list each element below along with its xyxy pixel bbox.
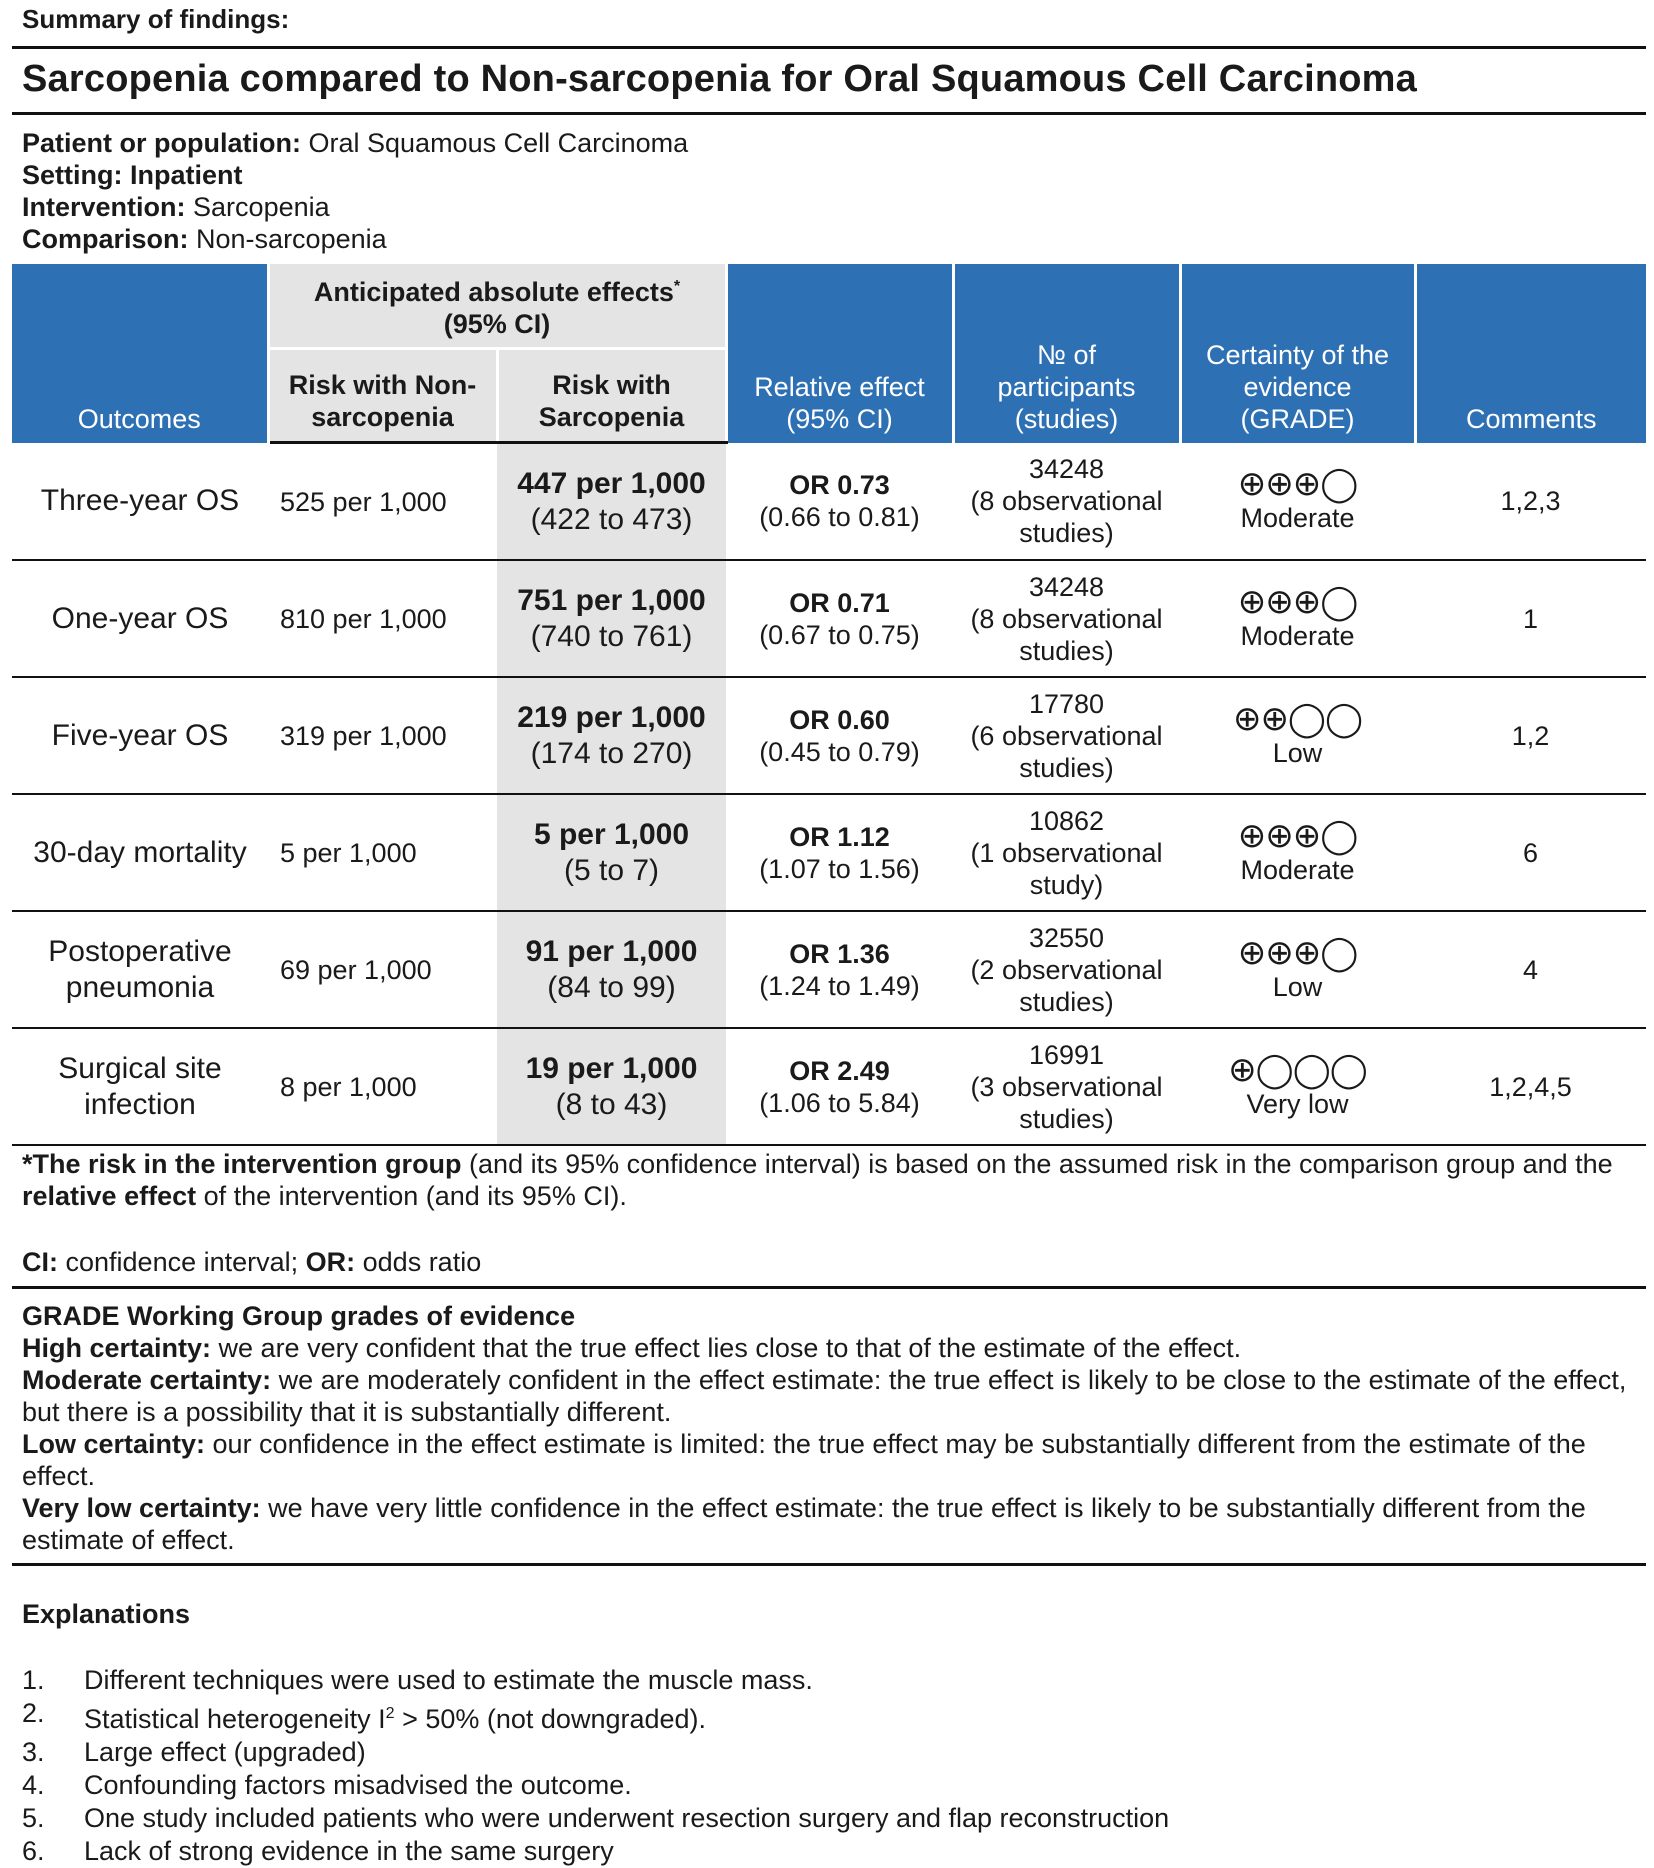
grade-heading: GRADE Working Group grades of evidence xyxy=(22,1301,576,1331)
meta-comparison xyxy=(22,223,387,255)
risk-control-cell: 319 per 1,000 xyxy=(268,677,497,794)
rule-title xyxy=(12,112,1646,115)
footnote-risk: *The risk in the intervention group (and its 95% confidence interval) is based on the assumed risk in the comparison group and the relative effect of the intervention (and its 95% CI). xyxy=(22,1149,1613,1211)
risk-intervention-cell: 447 per 1,000 (422 to 473) xyxy=(497,443,726,561)
table-row xyxy=(12,911,1646,1028)
risk-intervention-cell: 219 per 1,000 (174 to 270) xyxy=(497,677,726,794)
grade-low: Low certainty: our confidence in the effect estimate is limited: the true effect may be substantially different from the estimate of the effect. xyxy=(22,1429,1586,1491)
certainty-symbols-icon: ⊕⊕⊕◯ xyxy=(1237,934,1358,972)
header-risk-control: Risk with Non- sarcopenia xyxy=(268,349,497,443)
relative-effect-cell: OR 1.36 (1.24 to 1.49) xyxy=(726,911,953,1028)
outcome-cell: Five-year OS xyxy=(12,677,268,794)
header-comments: Comments xyxy=(1415,264,1646,443)
risk-control-cell: 5 per 1,000 xyxy=(268,794,497,911)
risk-control-cell: 810 per 1,000 xyxy=(268,560,497,677)
footnote-abbreviations: CI: confidence interval; OR: odds ratio xyxy=(22,1247,482,1277)
header-risk-intervention: Risk with Sarcopenia xyxy=(497,349,726,443)
risk-intervention-cell: 5 per 1,000 (5 to 7) xyxy=(497,794,726,911)
certainty-symbols-icon: ⊕⊕⊕◯ xyxy=(1237,817,1358,855)
meta-comparison-label: Comparison: xyxy=(22,224,189,254)
header-anticipated: Anticipated absolute effects* (95% CI) xyxy=(268,264,726,349)
explanations-list xyxy=(22,1664,1169,1868)
participants-cell: 34248 (8 observational studies) xyxy=(953,443,1180,561)
comments-cell: 6 xyxy=(1415,794,1646,911)
comments-cell: 1,2,3 xyxy=(1415,443,1646,561)
header-outcomes: Outcomes xyxy=(12,264,268,443)
outcome-cell: One-year OS xyxy=(12,560,268,677)
meta-population-label: Patient or population: xyxy=(22,128,301,158)
relative-effect-cell: OR 2.49 (1.06 to 5.84) xyxy=(726,1028,953,1145)
header-relative-effect: Relative effect (95% CI) xyxy=(726,264,953,443)
meta-population xyxy=(22,127,688,159)
comments-cell: 1 xyxy=(1415,560,1646,677)
table-row xyxy=(12,560,1646,677)
outcome-cell: Postoperative pneumonia xyxy=(12,911,268,1028)
certainty-cell: ⊕⊕◯◯ Low xyxy=(1180,677,1415,794)
meta-population-value: Oral Squamous Cell Carcinoma xyxy=(308,128,689,158)
risk-intervention-cell: 91 per 1,000 (84 to 99) xyxy=(497,911,726,1028)
certainty-cell: ⊕◯◯◯ Very low xyxy=(1180,1028,1415,1145)
risk-intervention-cell: 751 per 1,000 (740 to 761) xyxy=(497,560,726,677)
meta-intervention xyxy=(22,191,330,223)
meta-setting xyxy=(22,159,243,191)
header-participants: № of participants (studies) xyxy=(953,264,1180,443)
certainty-symbols-icon: ⊕⊕⊕◯ xyxy=(1237,583,1358,621)
comments-cell: 1,2 xyxy=(1415,677,1646,794)
list-item: 1. Different techniques were used to estimate the muscle mass. xyxy=(22,1665,813,1695)
relative-effect-cell: OR 0.60 (0.45 to 0.79) xyxy=(726,677,953,794)
relative-effect-cell: OR 0.73 (0.66 to 0.81) xyxy=(726,443,953,561)
list-item: 3. Large effect (upgraded) xyxy=(22,1737,366,1767)
participants-cell: 16991 (3 observational studies) xyxy=(953,1028,1180,1145)
page-title: Sarcopenia compared to Non-sarcopenia for Oral Squamous Cell Carcinoma xyxy=(22,58,1418,100)
participants-cell: 34248 (8 observational studies) xyxy=(953,560,1180,677)
relative-effect-cell: OR 0.71 (0.67 to 0.75) xyxy=(726,560,953,677)
participants-cell: 10862 (1 observational study) xyxy=(953,794,1180,911)
certainty-cell: ⊕⊕⊕◯ Moderate xyxy=(1180,443,1415,561)
list-item: 5. One study included patients who were underwent resection surgery and flap reconstruction xyxy=(22,1803,1170,1833)
grade-section xyxy=(22,1300,1632,1556)
summary-table xyxy=(12,264,1646,1146)
comments-cell: 1,2,4,5 xyxy=(1415,1028,1646,1145)
relative-effect-cell: OR 1.12 (1.07 to 1.56) xyxy=(726,794,953,911)
rule-top xyxy=(12,46,1646,49)
outcome-cell: Three-year OS xyxy=(12,443,268,561)
certainty-symbols-icon: ⊕◯◯◯ xyxy=(1228,1051,1367,1089)
certainty-cell: ⊕⊕⊕◯ Low xyxy=(1180,911,1415,1028)
rule-grade xyxy=(12,1286,1646,1289)
summary-heading: Summary of findings: xyxy=(22,4,290,34)
table-row xyxy=(12,794,1646,911)
comments-cell: 4 xyxy=(1415,911,1646,1028)
list-item: 4. Confounding factors misadvised the outcome. xyxy=(22,1770,632,1800)
risk-control-cell: 525 per 1,000 xyxy=(268,443,497,561)
meta-intervention-value: Sarcopenia xyxy=(193,192,330,222)
explanations-heading: Explanations xyxy=(22,1599,191,1629)
table-row xyxy=(12,677,1646,794)
participants-cell: 32550 (2 observational studies) xyxy=(953,911,1180,1028)
grade-verylow: Very low certainty: we have very little confidence in the effect estimate: the true effect is likely to be substantially different from the estimate of effect. xyxy=(22,1493,1586,1555)
outcome-cell: Surgical site infection xyxy=(12,1028,268,1145)
outcome-cell: 30-day mortality xyxy=(12,794,268,911)
meta-setting-label: Setting: xyxy=(22,160,123,190)
risk-control-cell: 8 per 1,000 xyxy=(268,1028,497,1145)
header-asterisk: * xyxy=(673,278,681,295)
certainty-cell: ⊕⊕⊕◯ Moderate xyxy=(1180,560,1415,677)
risk-intervention-cell: 19 per 1,000 (8 to 43) xyxy=(497,1028,726,1145)
rule-explanations xyxy=(12,1563,1646,1566)
grade-moderate: Moderate certainty: we are moderately confident in the effect estimate: the true effect is likely to be close to the estimate of the effect, but there is a possibility that it is substantially different. xyxy=(22,1365,1627,1427)
meta-comparison-value: Non-sarcopenia xyxy=(196,224,387,254)
meta-intervention-label: Intervention: xyxy=(22,192,186,222)
certainty-symbols-icon: ⊕⊕⊕◯ xyxy=(1237,465,1358,504)
table-row xyxy=(12,443,1646,561)
risk-control-cell: 69 per 1,000 xyxy=(268,911,497,1028)
list-item: 6. Lack of strong evidence in the same surgery xyxy=(22,1836,614,1866)
header-certainty: Certainty of the evidence (GRADE) xyxy=(1180,264,1415,443)
list-item: 2. Statistical heterogeneity $I^2 > 50\%$ (not downgraded). xyxy=(22,1698,707,1734)
meta-setting-value: Inpatient xyxy=(130,160,243,190)
table-row xyxy=(12,1028,1646,1145)
grade-high: High certainty: we are very confident that the true effect lies close to that of the estimate of the effect. xyxy=(22,1333,1242,1363)
certainty-symbols-icon: ⊕⊕◯◯ xyxy=(1232,700,1363,738)
certainty-cell: ⊕⊕⊕◯ Moderate xyxy=(1180,794,1415,911)
participants-cell: 17780 (6 observational studies) xyxy=(953,677,1180,794)
